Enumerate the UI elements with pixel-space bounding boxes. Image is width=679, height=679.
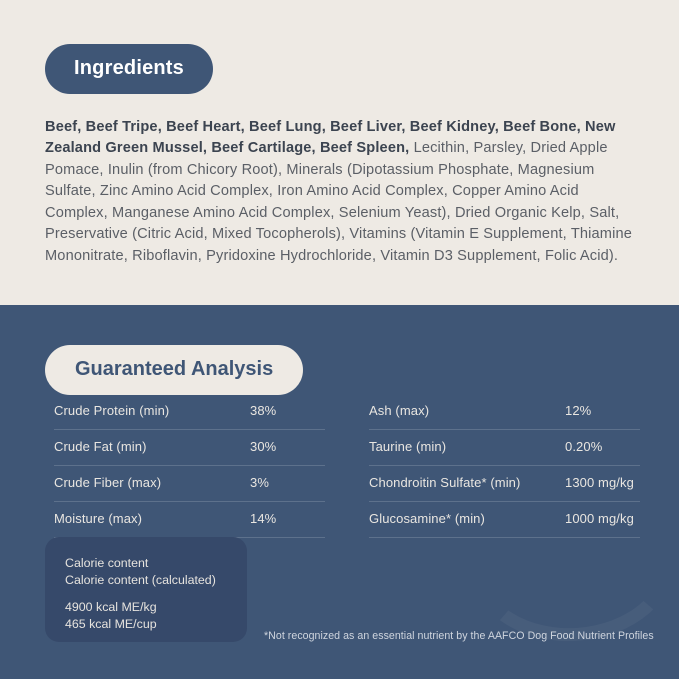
nutrient-label: Ash (max): [369, 403, 430, 418]
nutrient-value: 14%: [250, 511, 277, 526]
table-row: [54, 475, 325, 502]
ingredients-text: [45, 117, 633, 268]
ingredients-primary-text: Beef, Beef Tripe, Beef Heart, Beef Lung, Beef Liver, Beef Kidney, Beef Bone, New Zealand Green Mussel, Beef Cartilage, Beef Spleen,: [45, 118, 616, 157]
ingredients-heading: Ingredients: [45, 44, 213, 94]
calorie-per-kg-value: 4900 kcal ME/kg: [65, 600, 157, 614]
nutrient-label: Moisture (max): [54, 511, 143, 526]
ingredients-section: [0, 0, 679, 305]
table-row: [369, 475, 640, 502]
calorie-content-label: Calorie content: [65, 556, 149, 570]
ingredients-secondary-text: Lecithin, Parsley, Dried Apple Pomace, Inulin (from Chicory Root), Minerals (Dipotassium Phosphate, Magnesium Sulfate, Zinc Amino Acid Complex, Iron Amino Acid Complex, Copper Amino Acid Complex, Manganese Amino Acid Complex, Selenium Yeast), Dried Organic Kelp, Salt, Preservative (Citric Acid, Mixed Tocopherols), Vitamins (Vitamin E Supplement, Thiamine Mononitrate, Riboflavin, Pyridoxine Hydrochloride, Vitamin D3 Supplement, Folic Acid).: [45, 140, 633, 264]
nutrient-label: Glucosamine* (min): [369, 511, 485, 526]
table-row: [54, 403, 325, 430]
calorie-content-calculated-label: Calorie content (calculated): [65, 573, 216, 587]
aafco-footnote: *Not recognized as an essential nutrient by the AAFCO Dog Food Nutrient Profiles: [264, 630, 654, 642]
nutrient-label: Taurine (min): [369, 439, 447, 454]
analysis-column-left: [54, 403, 325, 547]
guaranteed-analysis-heading: Guaranteed Analysis: [45, 345, 303, 395]
calorie-content-box: [45, 537, 247, 642]
table-row: [369, 439, 640, 466]
nutrient-value: 1300 mg/kg: [565, 475, 634, 490]
nutrient-value: 1000 mg/kg: [565, 511, 634, 526]
nutrient-label: Crude Fiber (max): [54, 475, 162, 490]
table-row: [369, 403, 640, 430]
guaranteed-analysis-section: [0, 305, 679, 679]
table-row: [54, 511, 325, 538]
nutrient-value: 12%: [565, 403, 592, 418]
nutrient-label: Crude Protein (min): [54, 403, 170, 418]
nutrient-label: Crude Fat (min): [54, 439, 147, 454]
nutrient-value: 3%: [250, 475, 269, 490]
analysis-column-right: [369, 403, 640, 547]
analysis-table: [54, 403, 640, 547]
table-row: [54, 439, 325, 466]
spacer: [65, 589, 227, 599]
calorie-per-cup-value: 465 kcal ME/cup: [65, 617, 157, 631]
nutrient-value: 30%: [250, 439, 277, 454]
nutrient-label: Chondroitin Sulfate* (min): [369, 475, 521, 490]
table-row: [369, 511, 640, 538]
nutrient-value: 38%: [250, 403, 277, 418]
nutrient-value: 0.20%: [565, 439, 603, 454]
